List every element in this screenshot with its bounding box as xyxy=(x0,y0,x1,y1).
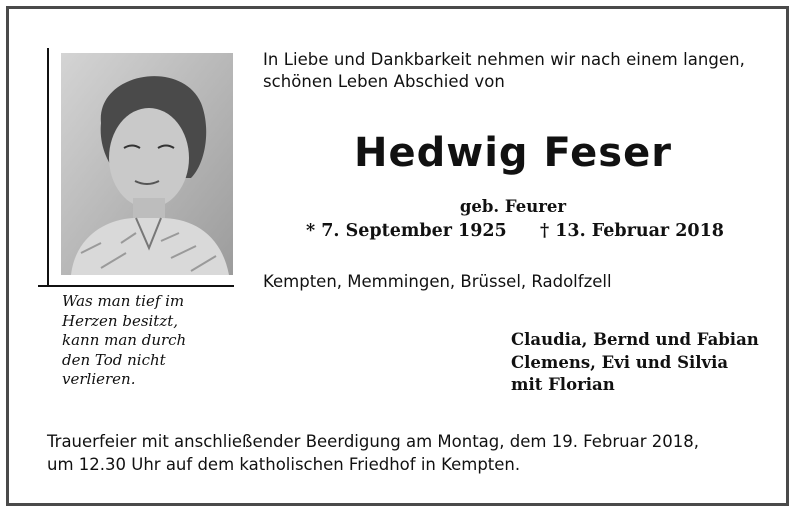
quote-line: Herzen besitzt, xyxy=(62,311,179,330)
intro-line: schönen Leben Abschied von xyxy=(263,72,505,91)
quote-line: kann man durch xyxy=(62,331,187,349)
mourners xyxy=(511,329,759,397)
quote-line: verlieren. xyxy=(62,370,136,388)
intro-line: In Liebe und Dankbarkeit nehmen wir nach einem langen, xyxy=(263,50,745,69)
funeral-info xyxy=(47,430,777,476)
maiden-name: geb. Feurer xyxy=(459,197,567,216)
quote-line: den Tod nicht xyxy=(62,350,166,369)
funeral-line: Trauerfeier mit anschließender Beerdigung am Montag, dem 19. Februar 2018, xyxy=(47,432,700,451)
portrait-photo xyxy=(61,53,233,275)
quote-line: Was man tief im xyxy=(62,292,185,310)
mourner-line: Clemens, Evi und Silvia xyxy=(511,352,729,372)
vertical-rule xyxy=(47,48,49,286)
horizontal-rule xyxy=(38,285,234,287)
places: Kempten, Memmingen, Brüssel, Radolfzell xyxy=(263,272,612,291)
funeral-line: um 12.30 Uhr auf dem katholischen Friedhof in Kempten. xyxy=(47,455,521,474)
birth-date: * 7. September 1925 xyxy=(306,221,507,241)
deceased-name: Hedwig Feser xyxy=(354,130,672,176)
death-date: † 13. Februar 2018 xyxy=(540,221,724,241)
mourner-line: Claudia, Bernd und Fabian xyxy=(511,330,759,349)
quote xyxy=(62,292,252,390)
mourner-line: mit Florian xyxy=(511,375,615,394)
intro-text xyxy=(263,49,783,93)
